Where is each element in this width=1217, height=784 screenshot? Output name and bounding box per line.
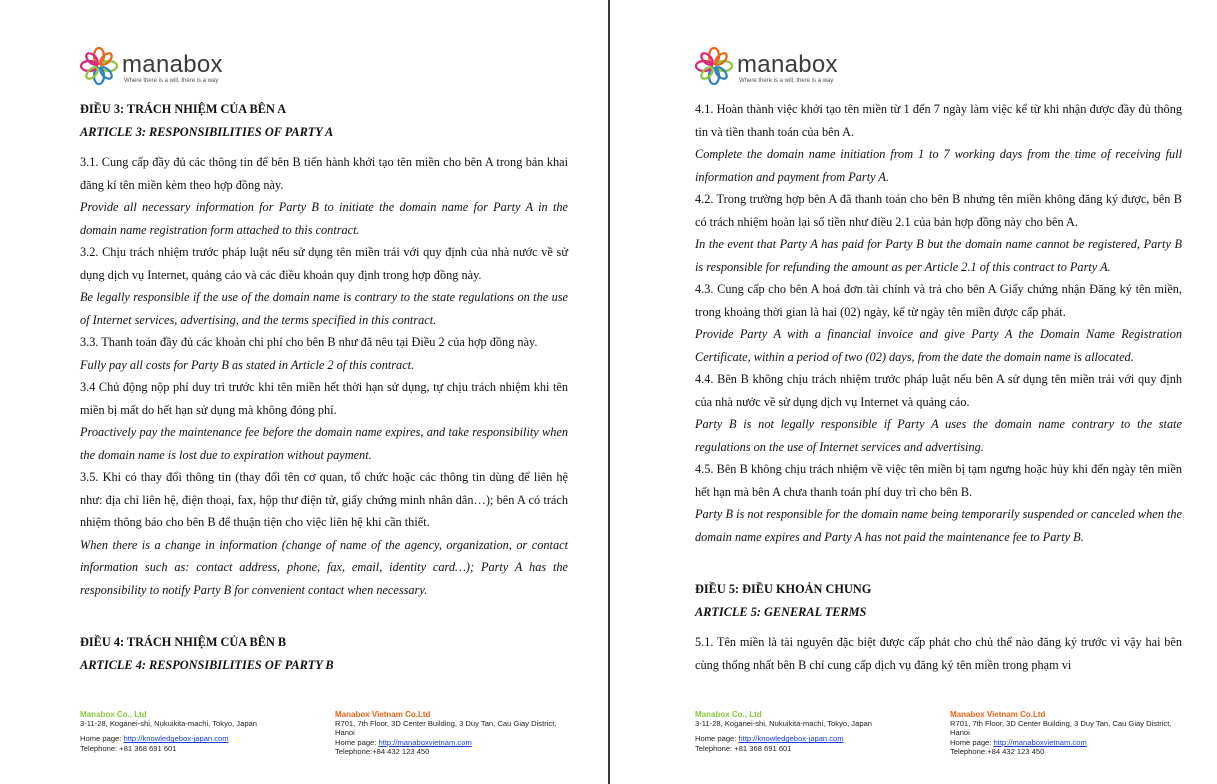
company-name-vietnam: Manabox Vietnam Co.Ltd bbox=[950, 710, 1046, 719]
homepage-link-japan[interactable]: http://knowledgebox-japan.com bbox=[123, 734, 229, 744]
address-vietnam: R701, 7th Floor, 3D Center Building, 3 Duy Tan, Cau Giay District, Hanoi bbox=[335, 719, 557, 738]
footer-japan-office bbox=[695, 710, 895, 753]
article-4-heading-en: ARTICLE 4: RESPONSIBILITIES OF PARTY B bbox=[80, 657, 334, 672]
paragraph-3-5-en: When there is a change in information (change of name of the agency, organization, or contact information such as: contact address, phone, fax, email, identity card…); Party A has the responsibility to notify Party B for convenient contact when necessary. bbox=[80, 537, 568, 597]
paragraph-3-2-vn: 3.2. Chịu trách nhiệm trước pháp luật nếu sử dụng tên miền trái với quy định của nhà nước về sử dụng dịch vụ Internet, quảng cáo và các điều khoản quy định trong hợp đồng này. bbox=[80, 245, 568, 282]
logo-tagline: Where there is a will, there is a way bbox=[739, 78, 834, 84]
page-divider bbox=[608, 0, 610, 784]
homepage-link-japan[interactable]: http://knowledgebox-japan.com bbox=[738, 734, 844, 744]
manabox-flower-icon bbox=[80, 47, 118, 85]
paragraph-3-4-en: Proactively pay the maintenance fee before the domain name expires, and take responsibility when the domain name is lost due to expiration without payment. bbox=[80, 425, 568, 462]
article-4-heading-vn: ĐIỀU 4: TRÁCH NHIỆM CỦA BÊN B bbox=[80, 635, 287, 649]
page-body bbox=[695, 98, 1182, 676]
article-3-heading-vn: ĐIỀU 3: TRÁCH NHIỆM CỦA BÊN A bbox=[80, 102, 287, 116]
page-body bbox=[80, 98, 568, 676]
document-page-left bbox=[80, 0, 568, 784]
paragraph-3-3-vn: 3.3. Thanh toán đầy đủ các khoản chi phí cho bên B như đã nêu tại Điều 2 của hợp đồng này. bbox=[80, 335, 538, 349]
logo-wordmark: manabox bbox=[122, 51, 223, 78]
page-footer bbox=[80, 710, 568, 770]
paragraph-4-3-en: Provide Party A with a financial invoice and give Party A the Domain Name Registration Certificate, within a period of two (02) days, from the date the domain name is allocated. bbox=[695, 327, 1182, 364]
address-japan: 3-11-28, Koganei-shi, Nukuikita-machi, Tokyo, Japan bbox=[695, 719, 872, 729]
company-name-japan: Manabox Co., Ltd bbox=[80, 710, 147, 719]
paragraph-4-5-en: Party B is not responsible for the domain name being temporarily suspended or canceled when the domain name expires and Party A has not paid the maintenance fee to Party B. bbox=[695, 507, 1182, 544]
company-name-vietnam: Manabox Vietnam Co.Ltd bbox=[335, 710, 431, 719]
logo-wordmark: manabox bbox=[737, 51, 838, 78]
paragraph-3-3-en: Fully pay all costs for Party B as stated in Article 2 of this contract. bbox=[80, 357, 415, 372]
paragraph-4-2-vn: 4.2. Trong trường hợp bên A đã thanh toán cho bên B nhưng tên miền không đăng ký được, bên B có trách nhiệm hoàn lại số tiền như điều 2.1 của bản hợp đồng này cho bên A. bbox=[695, 192, 1182, 229]
paragraph-3-1-vn: 3.1. Cung cấp đầy đủ các thông tin để bên B tiến hành khởi tạo tên miền cho bên A trong bản khai đăng kí tên miền kèm theo hợp đồng này. bbox=[80, 155, 568, 192]
footer-vietnam-office bbox=[950, 710, 1180, 756]
page-footer bbox=[695, 710, 1182, 770]
document-page-right bbox=[695, 0, 1182, 784]
paragraph-4-2-en: In the event that Party A has paid for Party B but the domain name cannot be registered, Party B is responsible for refunding the amount as per Article 2.1 of this contract to Party A. bbox=[695, 237, 1182, 274]
paragraph-4-1-en: Complete the domain name initiation from 1 to 7 working days from the time of receiving full information and payment from Party A. bbox=[695, 147, 1182, 184]
footer-vietnam-office bbox=[335, 710, 565, 756]
paragraph-3-4-vn: 3.4 Chủ động nộp phí duy trì trước khi tên miền hết thời hạn sử dụng, tự chịu trách nhiệm khi tên miền bị mất do hết hạn sử dụng mà không đóng phí. bbox=[80, 380, 568, 417]
logo-tagline: Where there is a will, there is a way bbox=[124, 78, 219, 84]
telephone-vietnam: Telephone:+84 432 123 450 bbox=[950, 746, 1045, 756]
article-5-heading-vn: ĐIỀU 5: ĐIỀU KHOẢN CHUNG bbox=[695, 582, 872, 596]
address-japan: 3-11-28, Koganei-shi, Nukuikita-machi, Tokyo, Japan bbox=[80, 719, 257, 729]
company-name-japan: Manabox Co., Ltd bbox=[695, 710, 762, 719]
telephone-vietnam: Telephone:+84 432 123 450 bbox=[335, 746, 430, 756]
paragraph-4-3-vn: 4.3. Cung cấp cho bên A hoá đơn tài chính và trả cho bên A Giấy chứng nhận Đăng ký tên miền, trong khoảng thời gian là hai (02) ngày, kể từ ngày tên miền được cấp phát. bbox=[695, 282, 1182, 319]
manabox-logo bbox=[80, 47, 280, 87]
telephone-japan: Telephone: +81 368 691 601 bbox=[80, 743, 177, 753]
homepage-label: Home page: bbox=[950, 737, 994, 747]
paragraph-4-4-vn: 4.4. Bên B không chịu trách nhiệm trước pháp luật nếu bên A sử dụng tên miền trái với quy định của nhà nước về sử dụng dịch vụ Internet và quảng cáo. bbox=[695, 372, 1182, 409]
paragraph-4-4-en: Party B is not legally responsible if Party A uses the domain name contrary to the state regulations on the use of Internet services and advertising. bbox=[695, 417, 1182, 454]
manabox-flower-icon bbox=[695, 47, 733, 85]
paragraph-4-1-vn: 4.1. Hoàn thành việc khởi tạo tên miền từ 1 đến 7 ngày làm việc kể từ khi nhận được đầy đủ thông tin và tiền thanh toán của bên A. bbox=[695, 102, 1182, 139]
telephone-japan: Telephone: +81 368 691 601 bbox=[695, 743, 792, 753]
paragraph-4-5-vn: 4.5. Bên B không chịu trách nhiệm về việc tên miền bị tạm ngưng hoặc hủy khi đến ngày tên miền hết hạn mà bên A chưa thanh toán phí duy trì cho bên B. bbox=[695, 462, 1182, 499]
footer-japan-office bbox=[80, 710, 280, 753]
homepage-link-vietnam[interactable]: http://manaboxvietnam.com bbox=[378, 737, 472, 747]
homepage-label: Home page: bbox=[80, 734, 124, 744]
manabox-logo bbox=[695, 47, 895, 87]
homepage-label: Home page: bbox=[695, 734, 739, 744]
paragraph-3-1-en: Provide all necessary information for Party B to initiate the domain name for Party A in the domain name registration form attached to this contract. bbox=[80, 200, 568, 237]
article-5-heading-en: ARTICLE 5: GENERAL TERMS bbox=[695, 604, 867, 619]
homepage-label: Home page: bbox=[335, 737, 379, 747]
paragraph-3-2-en: Be legally responsible if the use of the domain name is contrary to the state regulations on the use of Internet services, advertising, and the terms specified in this contract. bbox=[80, 290, 568, 327]
article-3-heading-en: ARTICLE 3: RESPONSIBILITIES OF PARTY A bbox=[80, 124, 334, 139]
paragraph-3-5-vn: 3.5. Khi có thay đổi thông tin (thay đổi tên cơ quan, tổ chức hoặc các thông tin dùng để liên hệ như: địa chỉ liên hệ, điện thoại, fax, hộp thư điện tử, giấy chứng minh nhân dân…); bên A có trách nhiệm thông báo cho bên B để thuận tiện cho việc liên hệ khi cần thiết. bbox=[80, 470, 568, 529]
paragraph-5-1-vn: 5.1. Tên miền là tài nguyên đặc biệt được cấp phát cho chủ thể nào đăng ký trước vì vậy hai bên cùng thống nhất bên B chỉ cung cấp dịch vụ đăng ký tên miền trong phạm vi bbox=[695, 635, 1182, 672]
homepage-link-vietnam[interactable]: http://manaboxvietnam.com bbox=[993, 737, 1087, 747]
address-vietnam: R701, 7th Floor, 3D Center Building, 3 Duy Tan, Cau Giay District, Hanoi bbox=[950, 719, 1172, 738]
